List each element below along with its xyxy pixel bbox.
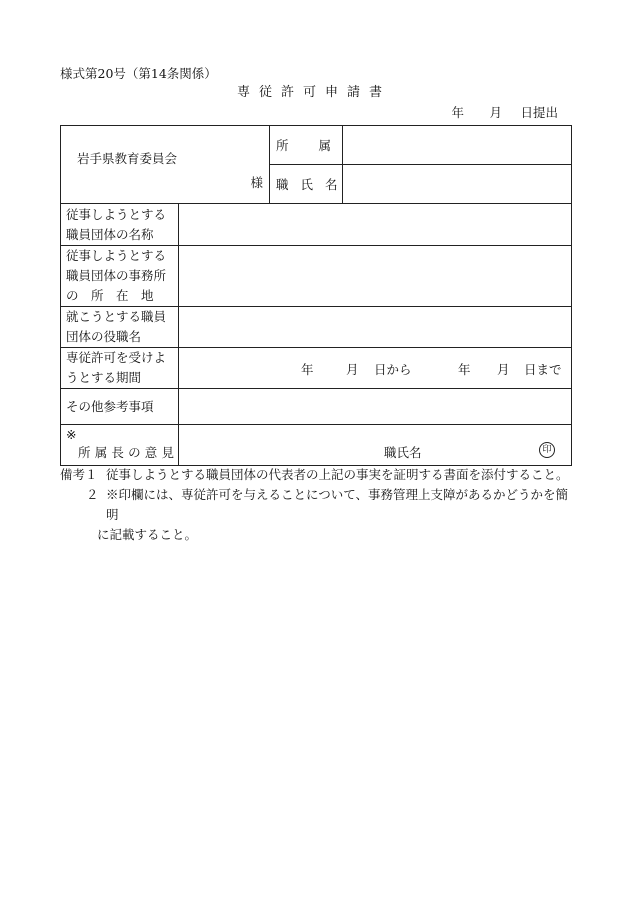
remarks bbox=[60, 465, 570, 545]
org-address-field[interactable] bbox=[179, 246, 571, 306]
post-field[interactable] bbox=[179, 307, 571, 347]
application-form-table bbox=[60, 125, 572, 466]
period-to-year: 年 bbox=[458, 362, 471, 377]
submit-day-label: 日提出 bbox=[520, 105, 558, 120]
opinion-label bbox=[61, 425, 179, 465]
signer-label: 職氏名 bbox=[384, 445, 422, 460]
applicant-block bbox=[270, 126, 571, 203]
affiliation-field[interactable] bbox=[343, 126, 571, 164]
submit-month-label: 月 bbox=[489, 105, 502, 120]
applicant-name-label: 職 氏 名 bbox=[270, 165, 343, 203]
affiliation-row bbox=[270, 126, 571, 165]
org-address-label: 従事しようとする 職員団体の事務所 の 所 在 地 bbox=[61, 246, 179, 306]
opinion-label-char: 長 bbox=[111, 445, 124, 460]
opinion-field[interactable] bbox=[179, 425, 571, 465]
form-number: 様式第20号（第14条関係） bbox=[60, 66, 217, 81]
submit-year-label: 年 bbox=[451, 105, 464, 120]
remark-1-text: 従事しようとする職員団体の代表者の上記の事実を証明する書面を添付すること。 bbox=[106, 467, 569, 482]
period-to-day: 日まで bbox=[524, 362, 562, 377]
addressee-honorific: 様 bbox=[250, 175, 263, 190]
period-from-year: 年 bbox=[301, 362, 314, 377]
opinion-label-char: 見 bbox=[161, 445, 174, 460]
applicant-name-field[interactable] bbox=[343, 165, 571, 203]
submission-date bbox=[426, 103, 558, 121]
remark-2-number: ２ bbox=[86, 487, 99, 502]
remark-2 bbox=[60, 485, 570, 525]
applicant-name-row bbox=[270, 165, 571, 203]
remark-1-number: 備考１ bbox=[60, 467, 98, 482]
document-title: 専従許可申請書 bbox=[237, 85, 392, 100]
opinion-row bbox=[61, 425, 571, 465]
period-from-day: 日から bbox=[374, 362, 412, 377]
post-row bbox=[61, 307, 571, 348]
org-name-field[interactable] bbox=[179, 204, 571, 245]
other-label: その他参考事項 bbox=[61, 389, 179, 424]
post-label: 就こうとする職員 団体の役職名 bbox=[61, 307, 179, 347]
affiliation-label: 所 属 bbox=[270, 126, 343, 164]
org-name-label: 従事しようとする 職員団体の名称 bbox=[61, 204, 179, 245]
org-name-row bbox=[61, 204, 571, 246]
opinion-label-char: 属 bbox=[94, 445, 108, 460]
period-label: 専従許可を受けよ うとする期間 bbox=[61, 348, 179, 388]
opinion-label-text bbox=[66, 443, 174, 463]
addressee-cell bbox=[61, 126, 270, 203]
header-row bbox=[61, 126, 571, 204]
remark-2-text: ※印欄には、専従許可を与えることについて、事務管理上支障があるかどうかを簡明 bbox=[106, 487, 569, 522]
seal-mark: 印 bbox=[539, 442, 555, 458]
period-to-month: 月 bbox=[497, 362, 510, 377]
period-row bbox=[61, 348, 571, 389]
other-row bbox=[61, 389, 571, 425]
period-field[interactable] bbox=[179, 348, 571, 388]
opinion-label-char: の bbox=[128, 445, 141, 460]
opinion-label-char: 所 bbox=[78, 445, 91, 460]
note-mark: ※ bbox=[66, 427, 77, 442]
opinion-label-char: 意 bbox=[144, 445, 158, 460]
addressee-name: 岩手県教育委員会 bbox=[77, 151, 178, 166]
other-field[interactable] bbox=[179, 389, 571, 424]
remark-1 bbox=[60, 465, 570, 485]
remark-2-continuation: に記載すること。 bbox=[97, 527, 198, 542]
period-from-month: 月 bbox=[346, 362, 359, 377]
org-address-row bbox=[61, 246, 571, 307]
